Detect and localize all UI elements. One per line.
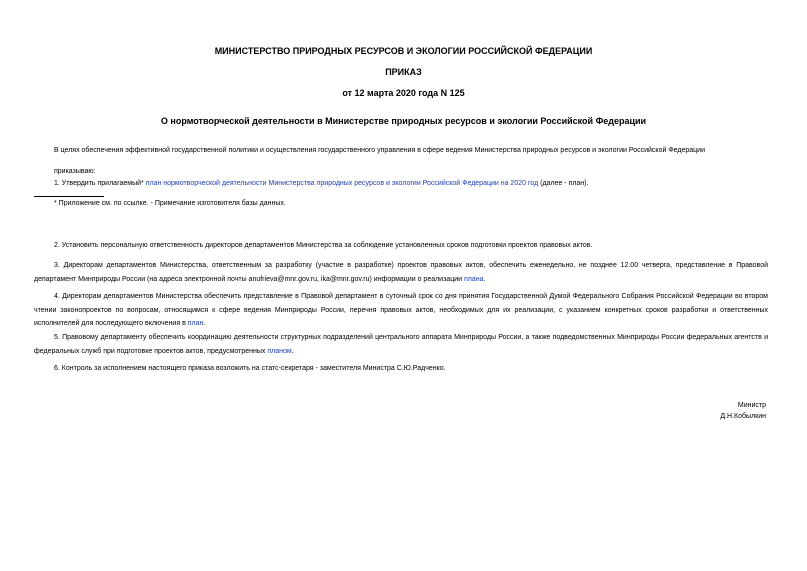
plan-link[interactable]: план нормотворческой деятельности Министерства природных ресурсов и экологии Российской Федерации на 2020 год	[145, 180, 539, 187]
paragraph-4-text: 4. Директорам департаментов Министерства обеспечить представление в Правовой департамент в суточный срок со дня принятия Государственной Думой Федерального Собрания Российской Федерации во втором чтении законопроектов по вопросам, относящимся к сфере ведения Минприроды России, перечня правовых актов, необходимых для их реализации, с указанием конкретных сроков разработки и ответственных исполнителей для последующего включения в	[34, 293, 768, 327]
plan-link-5[interactable]: планом	[267, 347, 292, 355]
paragraph-3	[34, 259, 768, 286]
footnote: * Приложение см. по ссылке. - Примечание изготовителя базы данных.	[54, 200, 286, 207]
date-line: от 12 марта 2020 года N 125	[342, 88, 465, 98]
paragraph-5-end: .	[291, 347, 294, 355]
paragraph-4-end: .	[203, 320, 206, 327]
doc-type-heading: ПРИКАЗ	[385, 67, 422, 77]
document-title: О нормотворческой деятельности в Министерстве природных ресурсов и экологии Российской Федерации	[160, 116, 647, 126]
plan-link-4[interactable]: план	[187, 320, 204, 327]
plan-link-3[interactable]: плана	[463, 275, 484, 283]
paragraph-5-text: 5. Правовому департаменту обеспечить координацию деятельности структурных подразделений центрального аппарата Минприроды России, а также подведомственных Минприроды России федеральных агентств и федеральных служб при подготовке проектов актов, предусмотренных	[34, 334, 768, 355]
paragraph-2: 2. Установить персональную ответственность директоров департаментов Министерства за соблюдение установленных сроков подготовки проектов правовых актов.	[54, 242, 593, 249]
order-word: приказываю:	[54, 168, 96, 175]
paragraph-1-text: 1. Утвердить прилагаемый*	[54, 180, 146, 187]
paragraph-1-tail: (далее - план).	[538, 180, 589, 187]
ministry-heading: МИНИСТЕРСТВО ПРИРОДНЫХ РЕСУРСОВ И ЭКОЛОГИИ РОССИЙСКОЙ ФЕДЕРАЦИИ	[214, 46, 593, 56]
paragraph-5	[34, 331, 768, 358]
paragraph-3-text: 3. Директорам департаментов Министерства, ответственным за разработку (участие в разработке) проектов правовых актов, обеспечить еженедельно, не позднее 12.00 четверга, представление в Правовой департамент Минприроды России (на адреса электронной почты anufrieva@mnr.gov.ru, ika@mnr.gov.ru) информации о реализации	[34, 262, 768, 283]
signature-position: Министр	[737, 402, 766, 409]
paragraph-1	[54, 177, 588, 191]
signature-name: Д.Н.Кобылкин	[720, 413, 766, 420]
paragraph-6: 6. Контроль за исполнением настоящего приказа возложить на статс-секретаря - заместителя Министра С.Ю.Радченко.	[54, 365, 446, 372]
intro-paragraph: В целях обеспечения эффективной государственной политики и осуществления государственного управления в сфере ведения Министерства природных ресурсов и экологии Российской Федерации	[54, 147, 705, 154]
paragraph-4	[34, 290, 768, 331]
paragraph-3-end: .	[483, 275, 486, 283]
